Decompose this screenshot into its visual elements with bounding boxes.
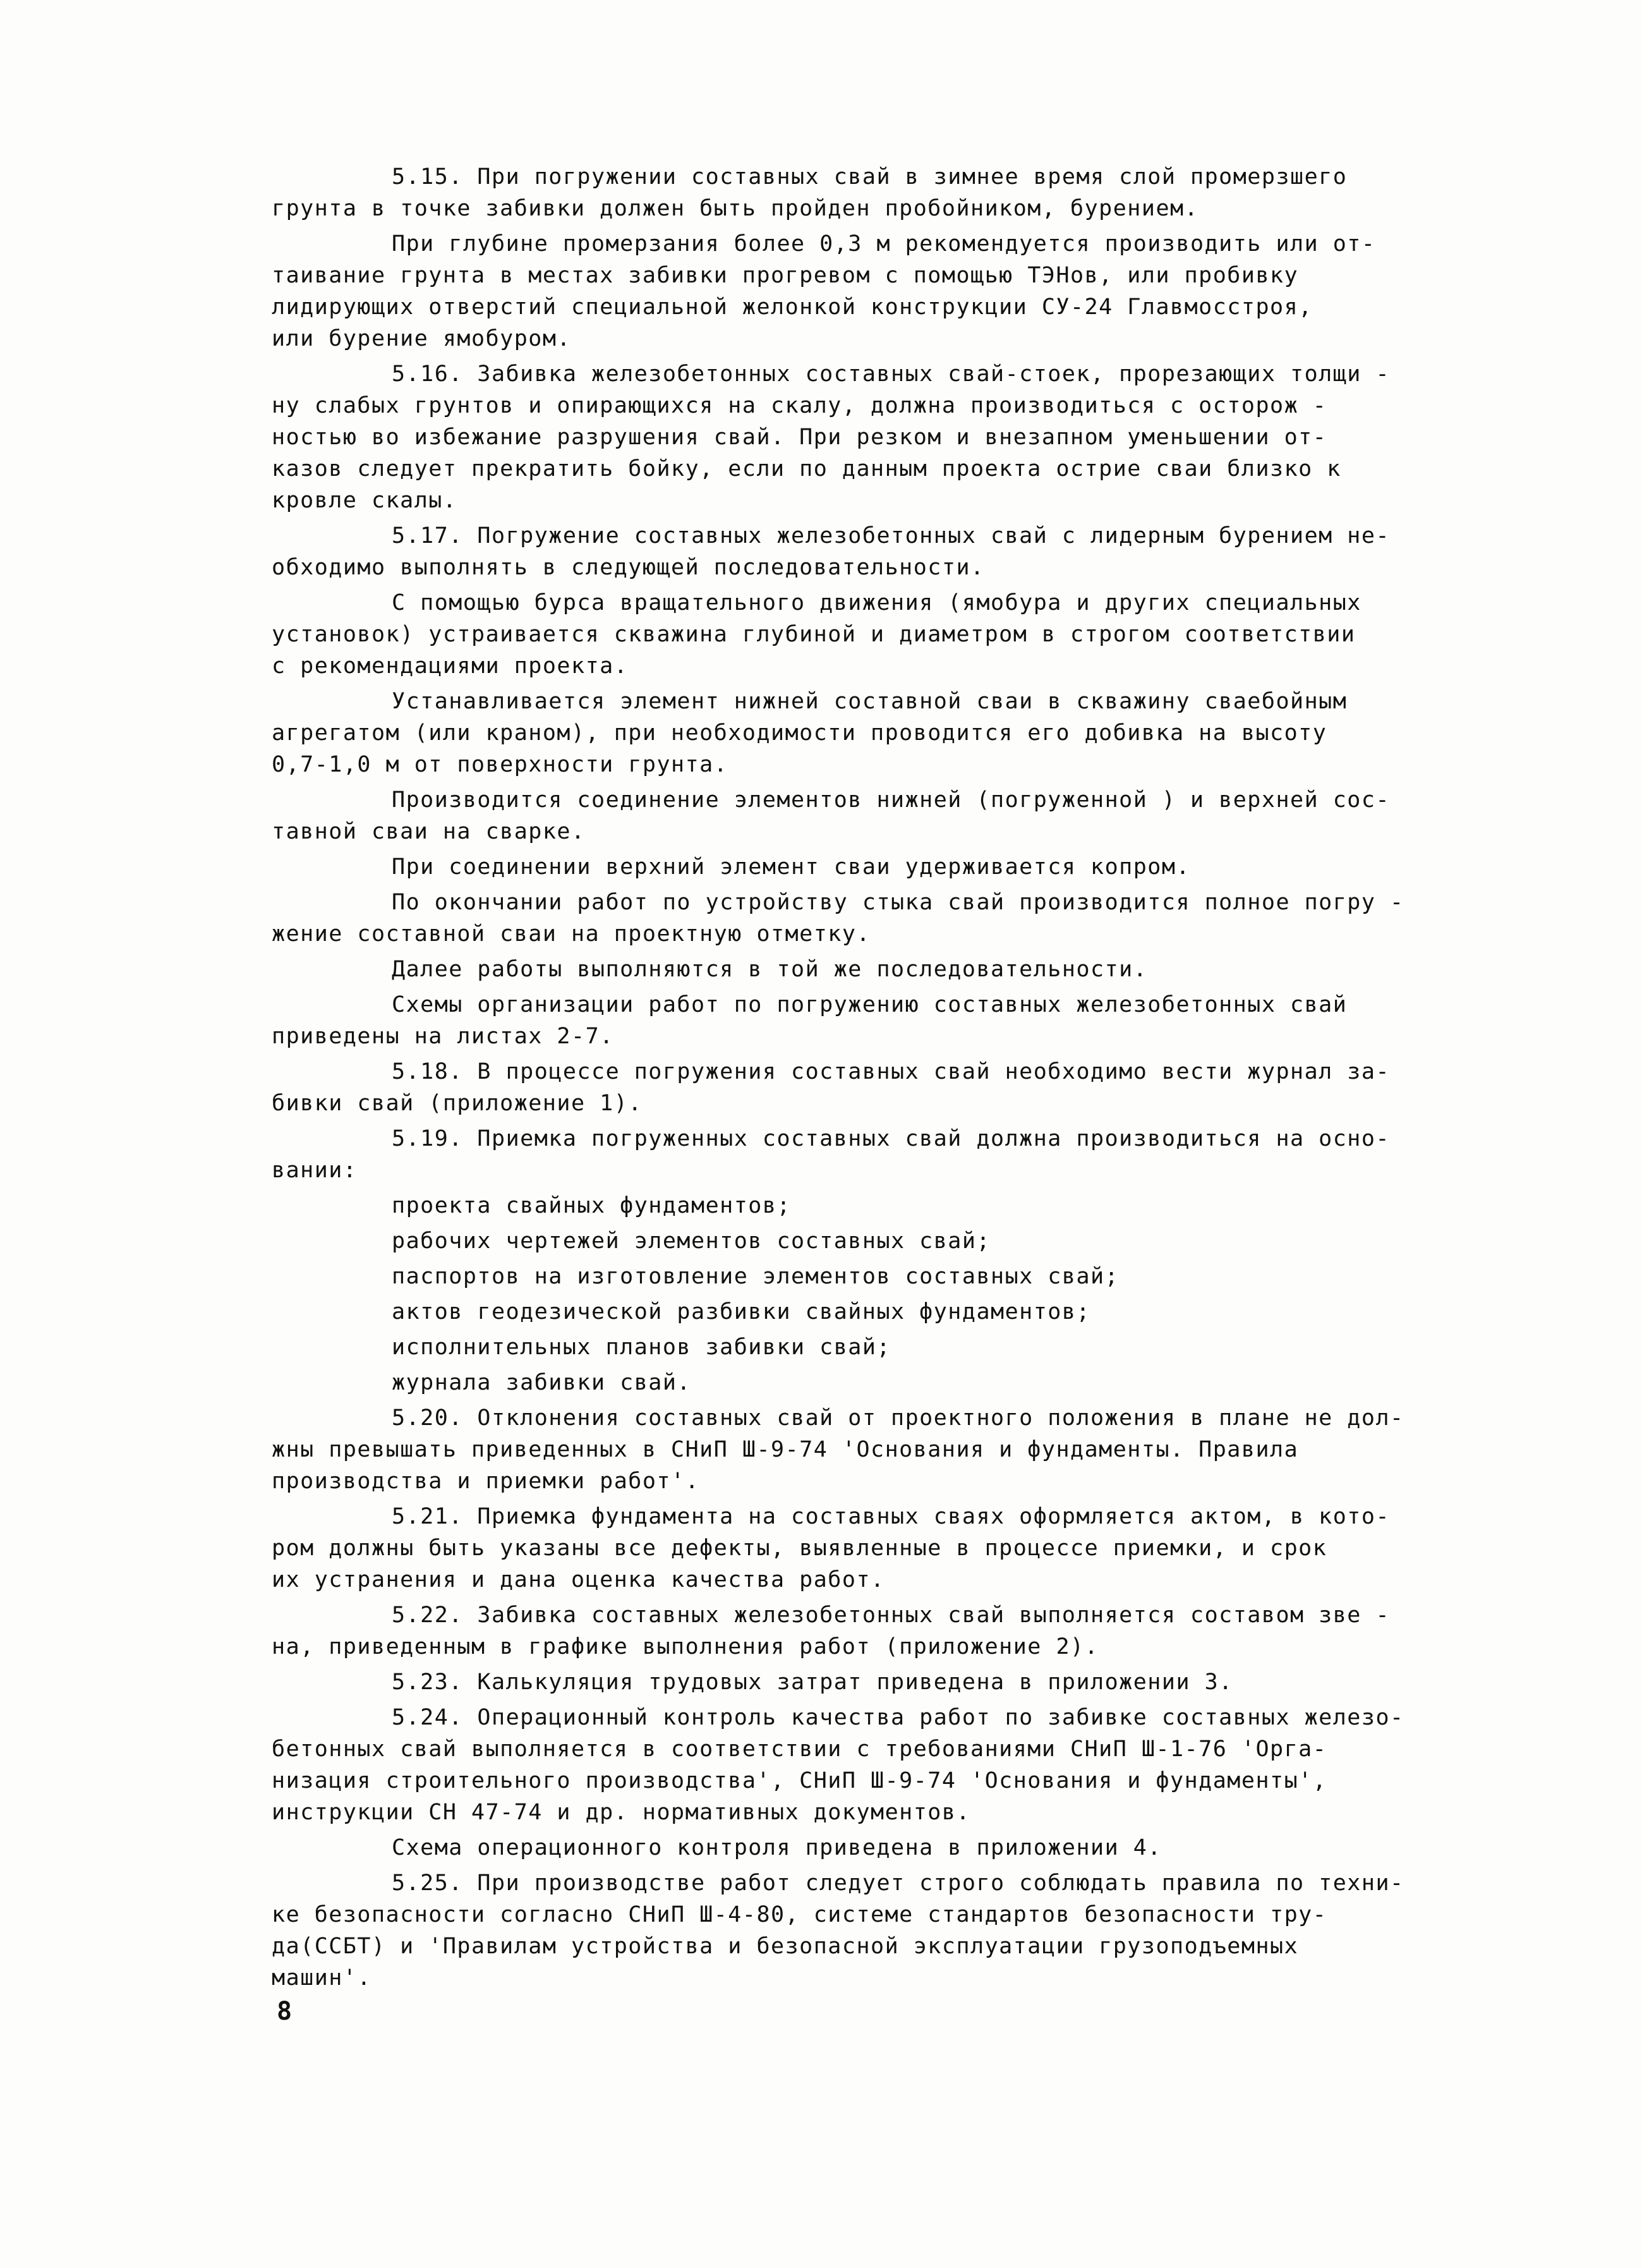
text-line: таивание грунта в местах забивки прогревом с помощью ТЭНов, или пробивку <box>272 263 1299 288</box>
text-line: их устранения и дана оценка качества работ. <box>272 1567 885 1592</box>
text-line: паспортов на изготовление элементов составных свай; <box>392 1264 1120 1289</box>
text-line: 5.16. Забивка железобетонных составных свай-стоек, прорезающих толщи - <box>392 361 1391 387</box>
page-number: 8 <box>277 1997 293 2026</box>
text-line: машин'. <box>272 1965 372 1991</box>
text-line: жны превышать приведенных в СНиП Ш-9-74 'Основания и фундаменты. Правила <box>272 1437 1299 1462</box>
text-line: рабочих чертежей элементов составных свай; <box>392 1228 991 1254</box>
body-text <box>272 161 1535 1994</box>
text-line: ностью во избежание разрушения свай. При резком и внезапном уменьшении от- <box>272 425 1327 450</box>
text-line: исполнительных планов забивки свай; <box>392 1335 891 1360</box>
text-line: проекта свайных фундаментов; <box>392 1193 792 1218</box>
text-line: грунта в точке забивки должен быть пройден пробойником, бурением. <box>272 196 1199 221</box>
text-line: установок) устраивается скважина глубиной и диаметром в строгом соответствии <box>272 622 1356 647</box>
text-line: низация строительного производства', СНиП Ш-9-74 'Основания и фундаменты', <box>272 1768 1327 1793</box>
text-line: обходимо выполнять в следующей последовательности. <box>272 555 985 580</box>
text-line: ну слабых грунтов и опирающихся на скалу, должна производиться с осторож - <box>272 393 1327 418</box>
text-line: тавной сваи на сварке. <box>272 819 586 844</box>
text-line: с рекомендациями проекта. <box>272 653 629 679</box>
text-line: Устанавливается элемент нижней составной сваи в скважину сваебойным <box>392 689 1348 714</box>
text-line: производства и приемки работ'. <box>272 1469 700 1494</box>
text-line: бетонных свай выполняется в соответствии с требованиями СНиП Ш-1-76 'Орга- <box>272 1737 1327 1762</box>
text-line: 5.20. Отклонения составных свай от проектного положения в плане не дол- <box>392 1405 1404 1431</box>
text-line: 5.22. Забивка составных железобетонных свай выполняется составом зве - <box>392 1603 1391 1628</box>
text-line: инструкции СН 47-74 и др. нормативных документов. <box>272 1800 971 1825</box>
text-line: При глубине промерзания более 0,3 м рекомендуется производить или от- <box>392 231 1376 257</box>
text-line: 5.23. Калькуляция трудовых затрат приведена в приложении 3. <box>392 1670 1233 1695</box>
text-line: При соединении верхний элемент сваи удерживается копром. <box>392 854 1191 880</box>
text-line: на, приведенным в графике выполнения работ (приложение 2). <box>272 1634 1099 1659</box>
text-line: или бурение ямобуром. <box>272 326 572 351</box>
text-line: бивки свай (приложение 1). <box>272 1091 643 1116</box>
text-line: ке безопасности согласно СНиП Ш-4-80, системе стандартов безопасности тру- <box>272 1902 1327 1927</box>
text-line: вании: <box>272 1158 358 1183</box>
text-line: ром должны быть указаны все дефекты, выявленные в процессе приемки, и срок <box>272 1536 1327 1561</box>
text-line: 5.24. Операционный контроль качества работ по забивке составных железо- <box>392 1705 1404 1730</box>
text-line: да(ССБТ) и 'Правилам устройства и безопасной эксплуатации грузоподъемных <box>272 1934 1299 1959</box>
text-line: 5.25. При производстве работ следует строго соблюдать правила по техни- <box>392 1871 1404 1896</box>
text-line: кровле скалы. <box>272 488 457 513</box>
text-line: С помощью бурса вращательного движения (ямобура и других специальных <box>392 590 1361 616</box>
text-line: 5.17. Погружение составных железобетонных свай с лидерным бурением не- <box>392 523 1391 549</box>
text-line: 5.19. Приемка погруженных составных свай должна производиться на осно- <box>392 1126 1391 1151</box>
text-line: Схема операционного контроля приведена в приложении 4. <box>392 1835 1162 1860</box>
text-line: 5.15. При погружении составных свай в зимнее время слой промерзшего <box>392 164 1348 190</box>
text-line: казов следует прекратить бойку, если по данным проекта острие сваи близко к <box>272 456 1341 482</box>
text-line: агрегатом (или краном), при необходимости проводится его добивка на высоту <box>272 720 1327 746</box>
text-line: 5.18. В процессе погружения составных свай необходимо вести журнал за- <box>392 1059 1391 1084</box>
text-line: журнала забивки свай. <box>392 1370 692 1395</box>
text-line: актов геодезической разбивки свайных фундаментов; <box>392 1299 1091 1325</box>
text-line: 5.21. Приемка фундамента на составных сваях оформляется актом, в кото- <box>392 1504 1391 1529</box>
text-line: лидирующих отверстий специальной желонкой конструкции СУ-24 Главмосстроя, <box>272 294 1313 320</box>
text-line: Далее работы выполняются в той же последовательности. <box>392 957 1148 982</box>
text-line: 0,7-1,0 м от поверхности грунта. <box>272 752 728 777</box>
text-line: Схемы организации работ по погружению составных железобетонных свай <box>392 992 1348 1017</box>
text-line: приведены на листах 2-7. <box>272 1024 614 1049</box>
text-line: жение составной сваи на проектную отметку. <box>272 921 871 947</box>
text-line: Производится соединение элементов нижней (погруженной ) и верхней сос- <box>392 787 1391 813</box>
text-line: По окончании работ по устройству стыка свай производится полное погру - <box>392 890 1404 915</box>
